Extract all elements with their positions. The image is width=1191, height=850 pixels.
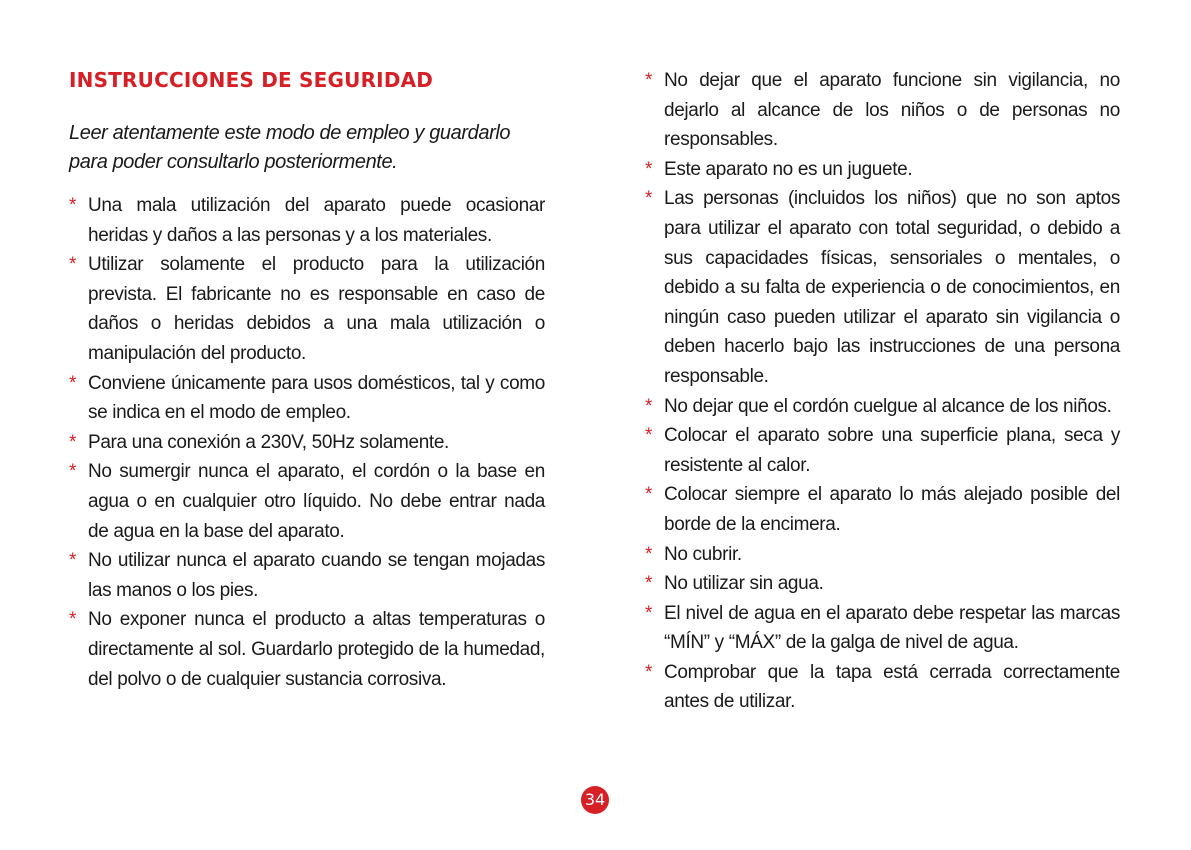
asterisk-bullet-icon: * (645, 395, 653, 417)
asterisk-bullet-icon: * (645, 188, 653, 210)
right-safety-list (645, 66, 1120, 717)
safety-item-text: Conviene únicamente para usos domésticos, tal y como se indica en el modo de empleo. (88, 372, 545, 424)
left-safety-list (69, 191, 545, 694)
safety-item (645, 569, 1120, 599)
safety-item-text: Colocar siempre el aparato lo más alejado posible del borde de la encimera. (664, 484, 1120, 535)
asterisk-bullet-icon: * (69, 461, 77, 483)
safety-item-text: Comprobar que la tapa está cerrada correctamente antes de utilizar. (664, 661, 1120, 713)
asterisk-bullet-icon: * (645, 543, 653, 565)
safety-item-text: No cubrir. (664, 543, 742, 565)
safety-item (645, 599, 1120, 658)
safety-item (69, 428, 545, 458)
asterisk-bullet-icon: * (69, 431, 77, 453)
safety-item-text: No utilizar nunca el aparato cuando se tengan mojadas las manos o los pies. (88, 550, 545, 601)
safety-item-text: Para una conexión a 230V, 50Hz solamente. (88, 431, 449, 453)
safety-item (69, 369, 545, 428)
safety-item (69, 546, 545, 605)
asterisk-bullet-icon: * (69, 254, 77, 276)
safety-item (69, 250, 545, 368)
asterisk-bullet-icon: * (69, 550, 77, 572)
page-number-badge: 34 (581, 786, 609, 814)
asterisk-bullet-icon: * (645, 602, 653, 624)
safety-item (645, 184, 1120, 391)
safety-item (69, 191, 545, 250)
intro-text: Leer atentamente este modo de empleo y guardarlo para poder consultarlo posteriormente. (69, 122, 511, 173)
safety-item (645, 480, 1120, 539)
asterisk-bullet-icon: * (645, 70, 653, 91)
safety-item-text: El nivel de agua en el aparato debe respetar las marcas “MÍN” y “MÁX” de la galga de nivel de agua. (664, 602, 1120, 654)
safety-item-text: No sumergir nunca el aparato, el cordón o la base en agua o en cualquier otro líquido. No debe entrar nada de agua en la base del aparato. (88, 461, 545, 542)
asterisk-bullet-icon: * (645, 661, 653, 683)
asterisk-bullet-icon: * (645, 158, 653, 180)
safety-item (69, 605, 545, 694)
safety-item-text: No exponer nunca el producto a altas temperaturas o directamente al sol. Guardarlo protegido de la humedad, del polvo o de cualquier sustancia corrosiva. (88, 609, 545, 690)
safety-item (645, 66, 1120, 155)
safety-item-text: Utilizar solamente el producto para la utilización prevista. El fabricante no es responsable en caso de daños o heridas debidos a una mala utilización o manipulación del producto. (88, 254, 545, 364)
safety-item (69, 457, 545, 546)
section-title: INSTRUCCIONES DE SEGURIDAD (69, 68, 434, 92)
asterisk-bullet-icon: * (69, 609, 77, 631)
asterisk-bullet-icon: * (69, 195, 77, 216)
safety-item (645, 540, 1120, 570)
safety-item-text: No dejar que el cordón cuelgue al alcance de los niños. (664, 395, 1112, 417)
safety-item (645, 658, 1120, 717)
safety-item-text: Colocar el aparato sobre una superficie plana, seca y resistente al calor. (664, 425, 1120, 476)
asterisk-bullet-icon: * (645, 425, 653, 447)
asterisk-bullet-icon: * (645, 484, 653, 506)
safety-item-text: Las personas (incluidos los niños) que no son aptos para utilizar el aparato con total seguridad, o debido a sus capacidades físicas, sensoriales o mentales, o debido a su falta de experiencia o de conocimientos, en ningún caso pueden utilizar el aparato sin vigilancia o deben hacerlo bajo las instrucciones de una persona responsable. (664, 188, 1120, 387)
safety-item (645, 155, 1120, 185)
asterisk-bullet-icon: * (69, 372, 77, 394)
safety-item-text: No dejar que el aparato funcione sin vigilancia, no dejarlo al alcance de los niños o de personas no responsables. (664, 70, 1120, 151)
safety-item (645, 421, 1120, 480)
safety-item (645, 392, 1120, 422)
safety-item-text: Este aparato no es un juguete. (664, 158, 913, 180)
safety-item-text: Una mala utilización del aparato puede ocasionar heridas y daños a las personas y a los materiales. (88, 195, 545, 246)
safety-item-text: No utilizar sin agua. (664, 573, 824, 595)
asterisk-bullet-icon: * (645, 573, 653, 595)
